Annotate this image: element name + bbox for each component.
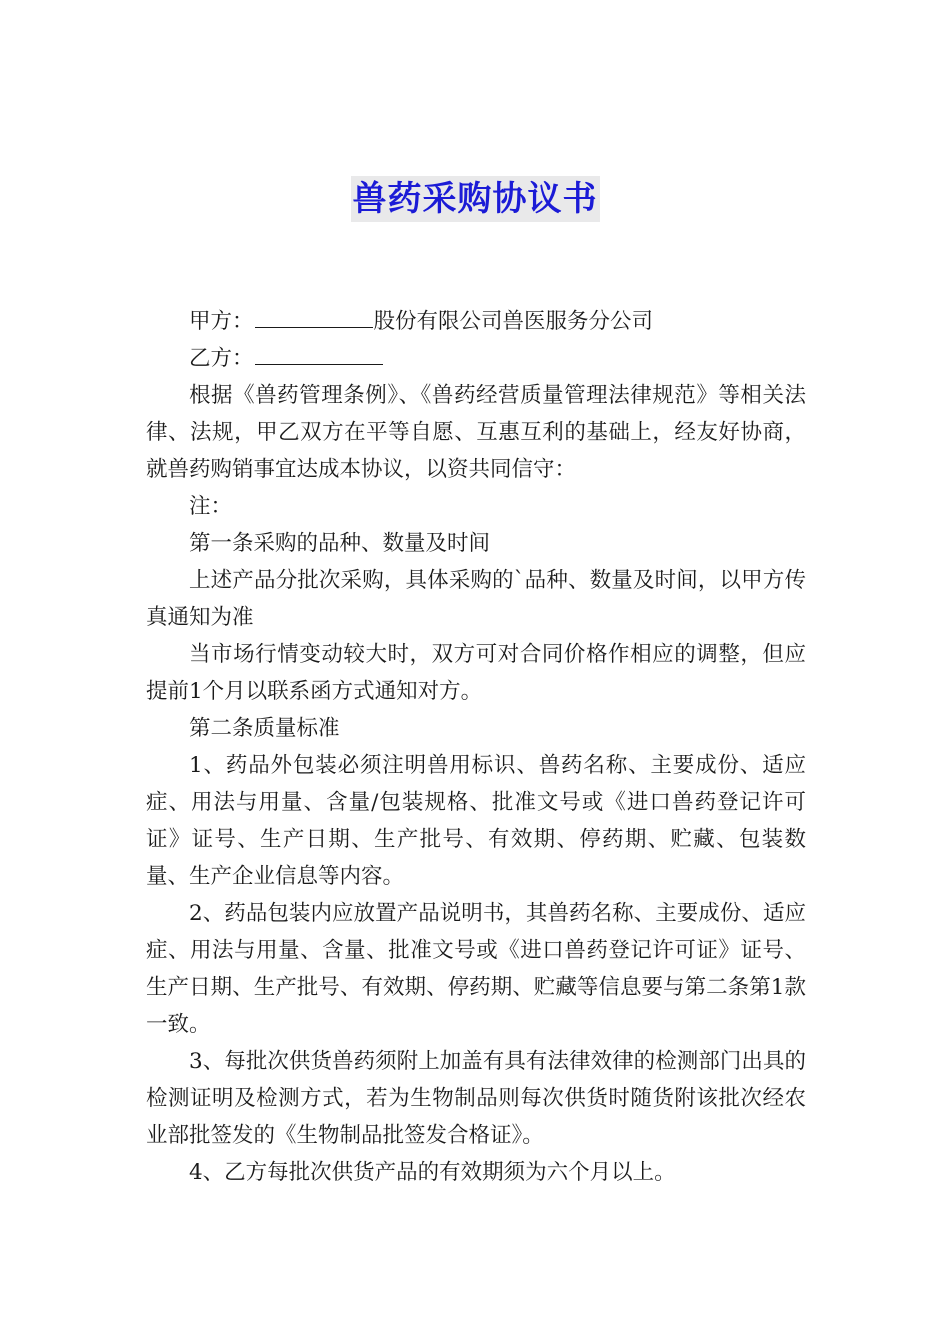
paragraph-note: 注： <box>189 494 233 519</box>
party-a-label: 甲方： <box>189 309 254 334</box>
quality-item-2: 2、药品包装内应放置产品说明书，其兽药名称、主要成份、适应症、用法与用量、含量、批准文号或《进口兽药登记许可证》证号、生产日期、生产批号、有效期、停药期、贮藏等信息要与第二条第1款一致。 <box>146 901 806 1037</box>
party-b-blank <box>255 340 383 365</box>
quality-item-4: 4、乙方每批次供货产品的有效期须为六个月以上。 <box>189 1160 676 1185</box>
document-title: 兽药采购协议书 <box>351 176 600 222</box>
paragraph-batch-purchase: 上述产品分批次采购，具体采购的`品种、数量及时间，以甲方传真通知为准 <box>146 568 806 630</box>
party-a-blank <box>255 303 373 328</box>
party-a-line <box>146 303 806 340</box>
document-body <box>146 303 806 1191</box>
party-b-label: 乙方： <box>189 346 254 371</box>
party-b-line <box>146 340 806 377</box>
article-1-heading: 第一条采购的品种、数量及时间 <box>189 531 491 556</box>
title-container <box>0 176 950 222</box>
paragraph-price-adjustment: 当市场行情变动较大时，双方可对合同价格作相应的调整，但应提前1个月以联系函方式通知对方。 <box>146 642 806 704</box>
article-2-heading: 第二条质量标准 <box>189 716 340 741</box>
quality-item-3: 3、每批次供货兽药须附上加盖有具有法律效律的检测部门出具的检测证明及检测方式，若为生物制品则每次供货时随货附该批次经农业部批签发的《生物制品批签发合格证》。 <box>146 1049 806 1148</box>
quality-item-1: 1、药品外包装必须注明兽用标识、兽药名称、主要成份、适应症、用法与用量、含量/包装规格、批准文号或《进口兽药登记许可证》证号、生产日期、生产批号、有效期、停药期、贮藏、包装数量、生产企业信息等内容。 <box>146 753 806 889</box>
paragraph-preamble: 根据《兽药管理条例》、《兽药经营质量管理法律规范》等相关法律、法规，甲乙双方在平等自愿、互惠互利的基础上，经友好协商，就兽药购销事宜达成本协议，以资共同信守： <box>146 383 806 482</box>
party-a-suffix: 股份有限公司兽医服务分公司 <box>373 309 654 334</box>
